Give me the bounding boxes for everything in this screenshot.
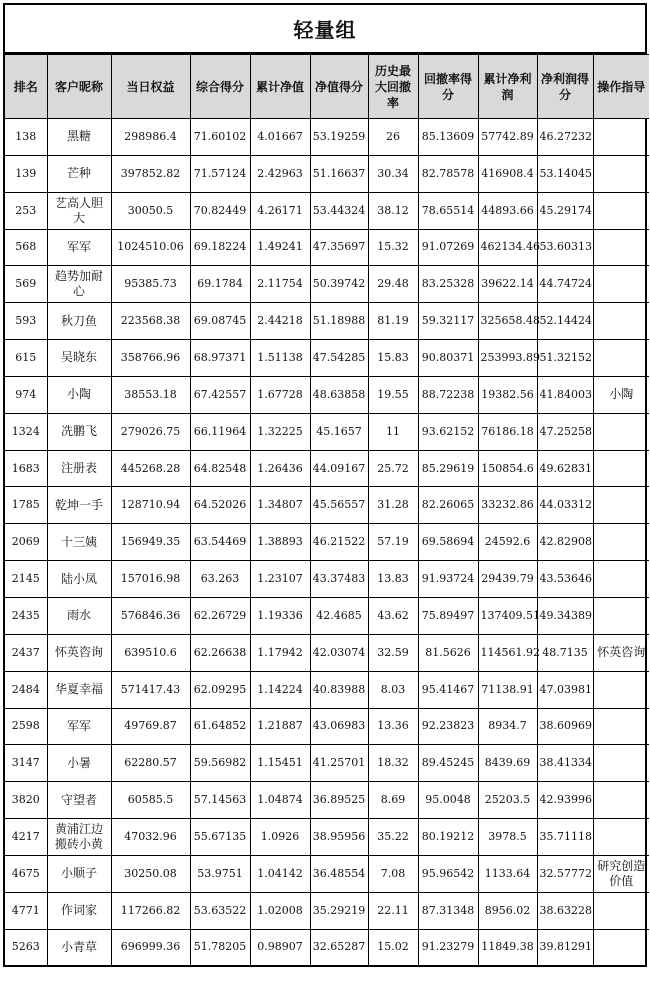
cell-drawdown-score: 95.96542 <box>418 855 478 892</box>
cell-drawdown-score: 87.31348 <box>418 892 478 929</box>
cell-total-score: 66.11964 <box>190 413 250 450</box>
cell-nickname: 吴晓东 <box>47 340 111 377</box>
cell-nav: 2.42963 <box>250 155 310 192</box>
table-row <box>5 229 649 266</box>
cell-max-drawdown: 15.83 <box>368 340 418 377</box>
cell-net-profit: 325658.48 <box>478 303 537 340</box>
cell-drawdown-score: 81.5626 <box>418 634 478 671</box>
cell-max-drawdown: 38.12 <box>368 192 418 229</box>
cell-equity: 279026.75 <box>111 413 190 450</box>
cell-drawdown-score: 93.62152 <box>418 413 478 450</box>
col-header: 当日权益 <box>111 55 190 119</box>
cell-equity: 639510.6 <box>111 634 190 671</box>
table-row <box>5 376 649 413</box>
cell-nickname: 小陶 <box>47 376 111 413</box>
cell-net-profit: 11849.38 <box>478 929 537 965</box>
cell-nav-score: 53.19259 <box>310 119 368 156</box>
cell-nav-score: 43.37483 <box>310 561 368 598</box>
cell-net-profit: 253993.89 <box>478 340 537 377</box>
cell-rank: 138 <box>5 119 47 156</box>
col-header: 综合得分 <box>190 55 250 119</box>
cell-nav: 4.26171 <box>250 192 310 229</box>
cell-drawdown-score: 75.89497 <box>418 597 478 634</box>
cell-nav-score: 47.35697 <box>310 229 368 266</box>
cell-nickname: 黑糖 <box>47 119 111 156</box>
col-header: 累计净值 <box>250 55 310 119</box>
cell-max-drawdown: 7.08 <box>368 855 418 892</box>
cell-nav-score: 36.48554 <box>310 855 368 892</box>
cell-guide: 怀英咨询 <box>593 634 649 671</box>
cell-nickname: 军军 <box>47 229 111 266</box>
cell-guide <box>593 340 649 377</box>
cell-nickname: 注册表 <box>47 450 111 487</box>
table-row <box>5 819 649 856</box>
cell-rank: 253 <box>5 192 47 229</box>
cell-rank: 1324 <box>5 413 47 450</box>
cell-guide <box>593 745 649 782</box>
cell-rank: 2435 <box>5 597 47 634</box>
cell-net-profit: 57742.89 <box>478 119 537 156</box>
cell-max-drawdown: 81.19 <box>368 303 418 340</box>
cell-total-score: 63.54469 <box>190 524 250 561</box>
table-row <box>5 634 649 671</box>
cell-nav: 1.32225 <box>250 413 310 450</box>
col-header: 累计净利润 <box>478 55 537 119</box>
cell-rank: 4675 <box>5 855 47 892</box>
cell-guide <box>593 708 649 745</box>
cell-net-profit: 24592.6 <box>478 524 537 561</box>
table-row <box>5 303 649 340</box>
cell-equity: 47032.96 <box>111 819 190 856</box>
cell-nav: 2.44218 <box>250 303 310 340</box>
cell-net-profit: 76186.18 <box>478 413 537 450</box>
cell-nav-score: 45.1657 <box>310 413 368 450</box>
cell-net-profit: 29439.79 <box>478 561 537 598</box>
cell-equity: 128710.94 <box>111 487 190 524</box>
ranking-sheet <box>3 3 647 967</box>
cell-equity: 576846.36 <box>111 597 190 634</box>
cell-drawdown-score: 91.07269 <box>418 229 478 266</box>
cell-guide <box>593 782 649 819</box>
cell-drawdown-score: 92.23823 <box>418 708 478 745</box>
cell-drawdown-score: 85.13609 <box>418 119 478 156</box>
cell-guide <box>593 450 649 487</box>
cell-nickname: 乾坤一手 <box>47 487 111 524</box>
table-row <box>5 929 649 965</box>
cell-total-score: 71.57124 <box>190 155 250 192</box>
cell-guide <box>593 561 649 598</box>
cell-profit-score: 51.32152 <box>537 340 593 377</box>
cell-net-profit: 39622.14 <box>478 266 537 303</box>
cell-guide <box>593 819 649 856</box>
cell-max-drawdown: 25.72 <box>368 450 418 487</box>
cell-rank: 974 <box>5 376 47 413</box>
cell-max-drawdown: 8.69 <box>368 782 418 819</box>
col-header: 回撤率得分 <box>418 55 478 119</box>
cell-nickname: 小暑 <box>47 745 111 782</box>
cell-rank: 2484 <box>5 671 47 708</box>
cell-net-profit: 8439.69 <box>478 745 537 782</box>
cell-max-drawdown: 29.48 <box>368 266 418 303</box>
cell-net-profit: 71138.91 <box>478 671 537 708</box>
cell-guide: 小陶 <box>593 376 649 413</box>
cell-drawdown-score: 69.58694 <box>418 524 478 561</box>
cell-equity: 38553.18 <box>111 376 190 413</box>
cell-nickname: 作词家 <box>47 892 111 929</box>
cell-equity: 117266.82 <box>111 892 190 929</box>
cell-equity: 157016.98 <box>111 561 190 598</box>
cell-drawdown-score: 88.72238 <box>418 376 478 413</box>
cell-rank: 139 <box>5 155 47 192</box>
cell-nickname: 趋势加耐心 <box>47 266 111 303</box>
cell-equity: 223568.38 <box>111 303 190 340</box>
cell-total-score: 62.26638 <box>190 634 250 671</box>
cell-rank: 3820 <box>5 782 47 819</box>
cell-net-profit: 44893.66 <box>478 192 537 229</box>
cell-nav-score: 44.09167 <box>310 450 368 487</box>
cell-rank: 1785 <box>5 487 47 524</box>
cell-nav: 2.11754 <box>250 266 310 303</box>
cell-net-profit: 25203.5 <box>478 782 537 819</box>
cell-profit-score: 47.25258 <box>537 413 593 450</box>
cell-nav-score: 40.83988 <box>310 671 368 708</box>
cell-nav: 1.02008 <box>250 892 310 929</box>
cell-profit-score: 53.14045 <box>537 155 593 192</box>
cell-rank: 2145 <box>5 561 47 598</box>
cell-max-drawdown: 26 <box>368 119 418 156</box>
cell-total-score: 64.82548 <box>190 450 250 487</box>
cell-total-score: 68.97371 <box>190 340 250 377</box>
cell-nav-score: 38.95956 <box>310 819 368 856</box>
cell-equity: 445268.28 <box>111 450 190 487</box>
cell-nickname: 秋刀鱼 <box>47 303 111 340</box>
cell-rank: 569 <box>5 266 47 303</box>
cell-nav-score: 42.03074 <box>310 634 368 671</box>
cell-net-profit: 114561.92 <box>478 634 537 671</box>
cell-guide <box>593 119 649 156</box>
cell-nav-score: 53.44324 <box>310 192 368 229</box>
cell-max-drawdown: 30.34 <box>368 155 418 192</box>
cell-max-drawdown: 13.36 <box>368 708 418 745</box>
cell-nav: 1.51138 <box>250 340 310 377</box>
cell-nickname: 小青草 <box>47 929 111 965</box>
cell-nickname: 小顺子 <box>47 855 111 892</box>
cell-drawdown-score: 89.45245 <box>418 745 478 782</box>
cell-nickname: 冼鹏飞 <box>47 413 111 450</box>
cell-profit-score: 45.29174 <box>537 192 593 229</box>
cell-guide <box>593 929 649 965</box>
cell-max-drawdown: 43.62 <box>368 597 418 634</box>
cell-guide <box>593 597 649 634</box>
table-row <box>5 561 649 598</box>
cell-equity: 95385.73 <box>111 266 190 303</box>
table-row <box>5 266 649 303</box>
cell-net-profit: 19382.56 <box>478 376 537 413</box>
cell-max-drawdown: 15.02 <box>368 929 418 965</box>
table-row <box>5 192 649 229</box>
cell-rank: 5263 <box>5 929 47 965</box>
cell-profit-score: 49.34389 <box>537 597 593 634</box>
table-row <box>5 340 649 377</box>
cell-nav: 1.26436 <box>250 450 310 487</box>
cell-nav-score: 45.56557 <box>310 487 368 524</box>
cell-equity: 30050.5 <box>111 192 190 229</box>
cell-nickname: 雨水 <box>47 597 111 634</box>
cell-nav-score: 48.63858 <box>310 376 368 413</box>
cell-profit-score: 32.57772 <box>537 855 593 892</box>
cell-nav-score: 41.25701 <box>310 745 368 782</box>
cell-net-profit: 8934.7 <box>478 708 537 745</box>
cell-nav-score: 46.21522 <box>310 524 368 561</box>
cell-nav-score: 35.29219 <box>310 892 368 929</box>
header-row <box>5 55 649 119</box>
cell-nav: 1.17942 <box>250 634 310 671</box>
cell-nav: 1.19336 <box>250 597 310 634</box>
cell-total-score: 59.56982 <box>190 745 250 782</box>
cell-rank: 2437 <box>5 634 47 671</box>
cell-profit-score: 38.60969 <box>537 708 593 745</box>
cell-nav: 1.49241 <box>250 229 310 266</box>
cell-drawdown-score: 91.23279 <box>418 929 478 965</box>
cell-net-profit: 8956.02 <box>478 892 537 929</box>
cell-total-score: 64.52026 <box>190 487 250 524</box>
cell-nickname: 华夏幸福 <box>47 671 111 708</box>
cell-profit-score: 49.62831 <box>537 450 593 487</box>
table-row <box>5 413 649 450</box>
table-row <box>5 671 649 708</box>
cell-nickname: 怀英咨询 <box>47 634 111 671</box>
cell-profit-score: 44.03312 <box>537 487 593 524</box>
cell-total-score: 69.08745 <box>190 303 250 340</box>
ranking-table <box>5 54 649 965</box>
cell-guide <box>593 487 649 524</box>
cell-drawdown-score: 91.93724 <box>418 561 478 598</box>
cell-net-profit: 462134.46 <box>478 229 537 266</box>
cell-nickname: 守望者 <box>47 782 111 819</box>
table-body <box>5 119 649 966</box>
cell-max-drawdown: 18.32 <box>368 745 418 782</box>
col-header: 操作指导 <box>593 55 649 119</box>
cell-profit-score: 35.71118 <box>537 819 593 856</box>
cell-nav-score: 50.39742 <box>310 266 368 303</box>
table-row <box>5 892 649 929</box>
cell-total-score: 61.64852 <box>190 708 250 745</box>
cell-guide <box>593 229 649 266</box>
cell-profit-score: 43.53646 <box>537 561 593 598</box>
col-header: 净值得分 <box>310 55 368 119</box>
cell-max-drawdown: 11 <box>368 413 418 450</box>
cell-nav: 4.01667 <box>250 119 310 156</box>
cell-profit-score: 48.7135 <box>537 634 593 671</box>
cell-max-drawdown: 35.22 <box>368 819 418 856</box>
cell-max-drawdown: 15.32 <box>368 229 418 266</box>
cell-total-score: 53.63522 <box>190 892 250 929</box>
cell-profit-score: 46.27232 <box>537 119 593 156</box>
cell-max-drawdown: 8.03 <box>368 671 418 708</box>
table-row <box>5 119 649 156</box>
cell-max-drawdown: 57.19 <box>368 524 418 561</box>
table-row <box>5 708 649 745</box>
cell-total-score: 70.82449 <box>190 192 250 229</box>
cell-nav: 1.34807 <box>250 487 310 524</box>
cell-max-drawdown: 19.55 <box>368 376 418 413</box>
cell-nav-score: 47.54285 <box>310 340 368 377</box>
cell-equity: 156949.35 <box>111 524 190 561</box>
cell-profit-score: 52.14424 <box>537 303 593 340</box>
col-header: 净利润得分 <box>537 55 593 119</box>
cell-drawdown-score: 82.26065 <box>418 487 478 524</box>
cell-max-drawdown: 13.83 <box>368 561 418 598</box>
cell-profit-score: 42.93996 <box>537 782 593 819</box>
cell-drawdown-score: 83.25328 <box>418 266 478 303</box>
cell-nickname: 黄浦江边搬砖小黄 <box>47 819 111 856</box>
cell-nav-score: 42.4685 <box>310 597 368 634</box>
cell-total-score: 62.09295 <box>190 671 250 708</box>
table-row <box>5 524 649 561</box>
cell-equity: 696999.36 <box>111 929 190 965</box>
cell-guide <box>593 155 649 192</box>
cell-nav-score: 51.18988 <box>310 303 368 340</box>
cell-drawdown-score: 95.41467 <box>418 671 478 708</box>
cell-guide <box>593 413 649 450</box>
cell-max-drawdown: 22.11 <box>368 892 418 929</box>
cell-equity: 358766.96 <box>111 340 190 377</box>
cell-nickname: 艺高人胆大 <box>47 192 111 229</box>
cell-equity: 62280.57 <box>111 745 190 782</box>
cell-drawdown-score: 90.80371 <box>418 340 478 377</box>
cell-guide <box>593 524 649 561</box>
cell-rank: 2069 <box>5 524 47 561</box>
cell-total-score: 69.1784 <box>190 266 250 303</box>
table-row <box>5 450 649 487</box>
cell-nav: 1.23107 <box>250 561 310 598</box>
cell-equity: 30250.08 <box>111 855 190 892</box>
cell-nickname: 陆小凤 <box>47 561 111 598</box>
cell-nickname: 军军 <box>47 708 111 745</box>
cell-net-profit: 33232.86 <box>478 487 537 524</box>
table-row <box>5 855 649 892</box>
cell-profit-score: 47.03981 <box>537 671 593 708</box>
col-header: 客户昵称 <box>47 55 111 119</box>
cell-rank: 4771 <box>5 892 47 929</box>
cell-profit-score: 42.82908 <box>537 524 593 561</box>
cell-equity: 49769.87 <box>111 708 190 745</box>
cell-profit-score: 44.74724 <box>537 266 593 303</box>
cell-guide <box>593 266 649 303</box>
cell-net-profit: 150854.6 <box>478 450 537 487</box>
cell-drawdown-score: 85.29619 <box>418 450 478 487</box>
cell-net-profit: 3978.5 <box>478 819 537 856</box>
table-row <box>5 782 649 819</box>
cell-rank: 2598 <box>5 708 47 745</box>
cell-profit-score: 41.84003 <box>537 376 593 413</box>
cell-nickname: 十三姨 <box>47 524 111 561</box>
cell-drawdown-score: 59.32117 <box>418 303 478 340</box>
cell-rank: 593 <box>5 303 47 340</box>
table-row <box>5 745 649 782</box>
cell-nav: 1.04874 <box>250 782 310 819</box>
cell-total-score: 69.18224 <box>190 229 250 266</box>
cell-drawdown-score: 95.0048 <box>418 782 478 819</box>
cell-equity: 1024510.06 <box>111 229 190 266</box>
cell-nav-score: 51.16637 <box>310 155 368 192</box>
cell-nav: 1.14224 <box>250 671 310 708</box>
table-row <box>5 155 649 192</box>
cell-rank: 568 <box>5 229 47 266</box>
col-header: 排名 <box>5 55 47 119</box>
cell-total-score: 51.78205 <box>190 929 250 965</box>
cell-equity: 397852.82 <box>111 155 190 192</box>
cell-rank: 4217 <box>5 819 47 856</box>
cell-drawdown-score: 78.65514 <box>418 192 478 229</box>
cell-guide <box>593 303 649 340</box>
cell-nav: 1.0926 <box>250 819 310 856</box>
cell-nav-score: 43.06983 <box>310 708 368 745</box>
cell-nav: 1.21887 <box>250 708 310 745</box>
cell-total-score: 53.9751 <box>190 855 250 892</box>
cell-total-score: 57.14563 <box>190 782 250 819</box>
cell-profit-score: 38.63228 <box>537 892 593 929</box>
cell-guide <box>593 192 649 229</box>
cell-net-profit: 1133.64 <box>478 855 537 892</box>
cell-guide: 研究创造价值 <box>593 855 649 892</box>
col-header: 历史最大回撤率 <box>368 55 418 119</box>
cell-profit-score: 39.81291 <box>537 929 593 965</box>
cell-profit-score: 53.60313 <box>537 229 593 266</box>
cell-rank: 615 <box>5 340 47 377</box>
cell-total-score: 71.60102 <box>190 119 250 156</box>
cell-nav: 1.67728 <box>250 376 310 413</box>
cell-net-profit: 137409.51 <box>478 597 537 634</box>
cell-equity: 571417.43 <box>111 671 190 708</box>
table-row <box>5 487 649 524</box>
cell-nav-score: 32.65287 <box>310 929 368 965</box>
cell-nav: 0.98907 <box>250 929 310 965</box>
cell-total-score: 63.263 <box>190 561 250 598</box>
cell-guide <box>593 892 649 929</box>
cell-total-score: 67.42557 <box>190 376 250 413</box>
cell-max-drawdown: 32.59 <box>368 634 418 671</box>
cell-guide <box>593 671 649 708</box>
cell-drawdown-score: 80.19212 <box>418 819 478 856</box>
cell-nav: 1.15451 <box>250 745 310 782</box>
cell-profit-score: 38.41334 <box>537 745 593 782</box>
cell-total-score: 62.26729 <box>190 597 250 634</box>
cell-equity: 298986.4 <box>111 119 190 156</box>
cell-nickname: 芒种 <box>47 155 111 192</box>
cell-drawdown-score: 82.78578 <box>418 155 478 192</box>
cell-total-score: 55.67135 <box>190 819 250 856</box>
table-row <box>5 597 649 634</box>
cell-net-profit: 416908.4 <box>478 155 537 192</box>
cell-nav-score: 36.89525 <box>310 782 368 819</box>
cell-rank: 1683 <box>5 450 47 487</box>
cell-max-drawdown: 31.28 <box>368 487 418 524</box>
cell-rank: 3147 <box>5 745 47 782</box>
cell-nav: 1.38893 <box>250 524 310 561</box>
sheet-title: 轻量组 <box>5 5 645 54</box>
cell-nav: 1.04142 <box>250 855 310 892</box>
cell-equity: 60585.5 <box>111 782 190 819</box>
